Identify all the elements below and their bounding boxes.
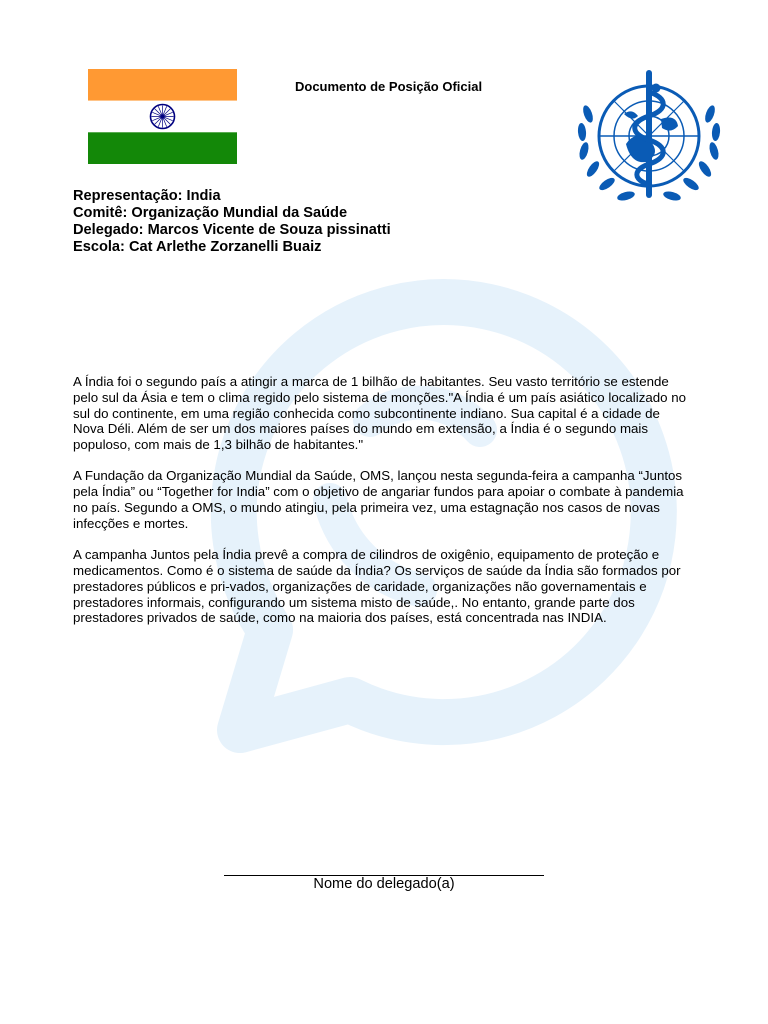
delegate-line: Delegado: Marcos Vicente de Souza pissinatti: [73, 222, 391, 238]
representation-line: Representação: India: [73, 188, 221, 204]
who-emblem-icon: [566, 64, 732, 216]
document-title: Documento de Posição Oficial: [295, 79, 483, 94]
paragraph: A campanha Juntos pela Índia prevê a compra de cilindros de oxigênio, equipamento de proteção e medicamentos. Como é o sistema de saúde da Índia? Os serviços de saúde da Índia são formados por prestadores públicos e pri-vados, organizações de caridade, organizações não governamentais e prestadores informais, configurando um sistema misto de saúde,. No entanto, grande parte dos prestadores privados de saúde, como na maioria dos países, está concentrada nas INDIA.: [73, 547, 681, 626]
paragraph: A Fundação da Organização Mundial da Saúde, OMS, lançou nesta segunda-feira a campanha “Juntos pela Índia” ou “Together for India” com o objetivo de angariar fundos para apoiar o combate à pandemia no país. Segundo a OMS, o mundo atingiu, pela primeira vez, uma estagnação nos casos de novas infecções e mortes.: [73, 468, 684, 531]
school-line: Escola: Cat Arlethe Zorzanelli Buaiz: [73, 239, 322, 255]
signature-label: Nome do delegado(a): [313, 876, 455, 892]
paragraph: A Índia foi o segundo país a atingir a marca de 1 bilhão de habitantes. Seu vasto território se estende pelo sul da Ásia e tem o clima regido pelo sistema de monções."A Índia é um país asiático localizado no sul do continente, em uma região conhecida como subcontinente indiano. Sua capital é a cidade de Nova Déli. Além de ser um dos maiores países do mundo em extensão, a Índia é o segundo mais populoso, com mais de 1,3 bilhão de habitantes.": [73, 374, 687, 453]
delegation-info: [73, 188, 391, 256]
committee-line: Comitê: Organização Mundial da Saúde: [73, 205, 348, 221]
position-paper-body: [73, 374, 693, 642]
india-flag-icon: [88, 69, 237, 164]
